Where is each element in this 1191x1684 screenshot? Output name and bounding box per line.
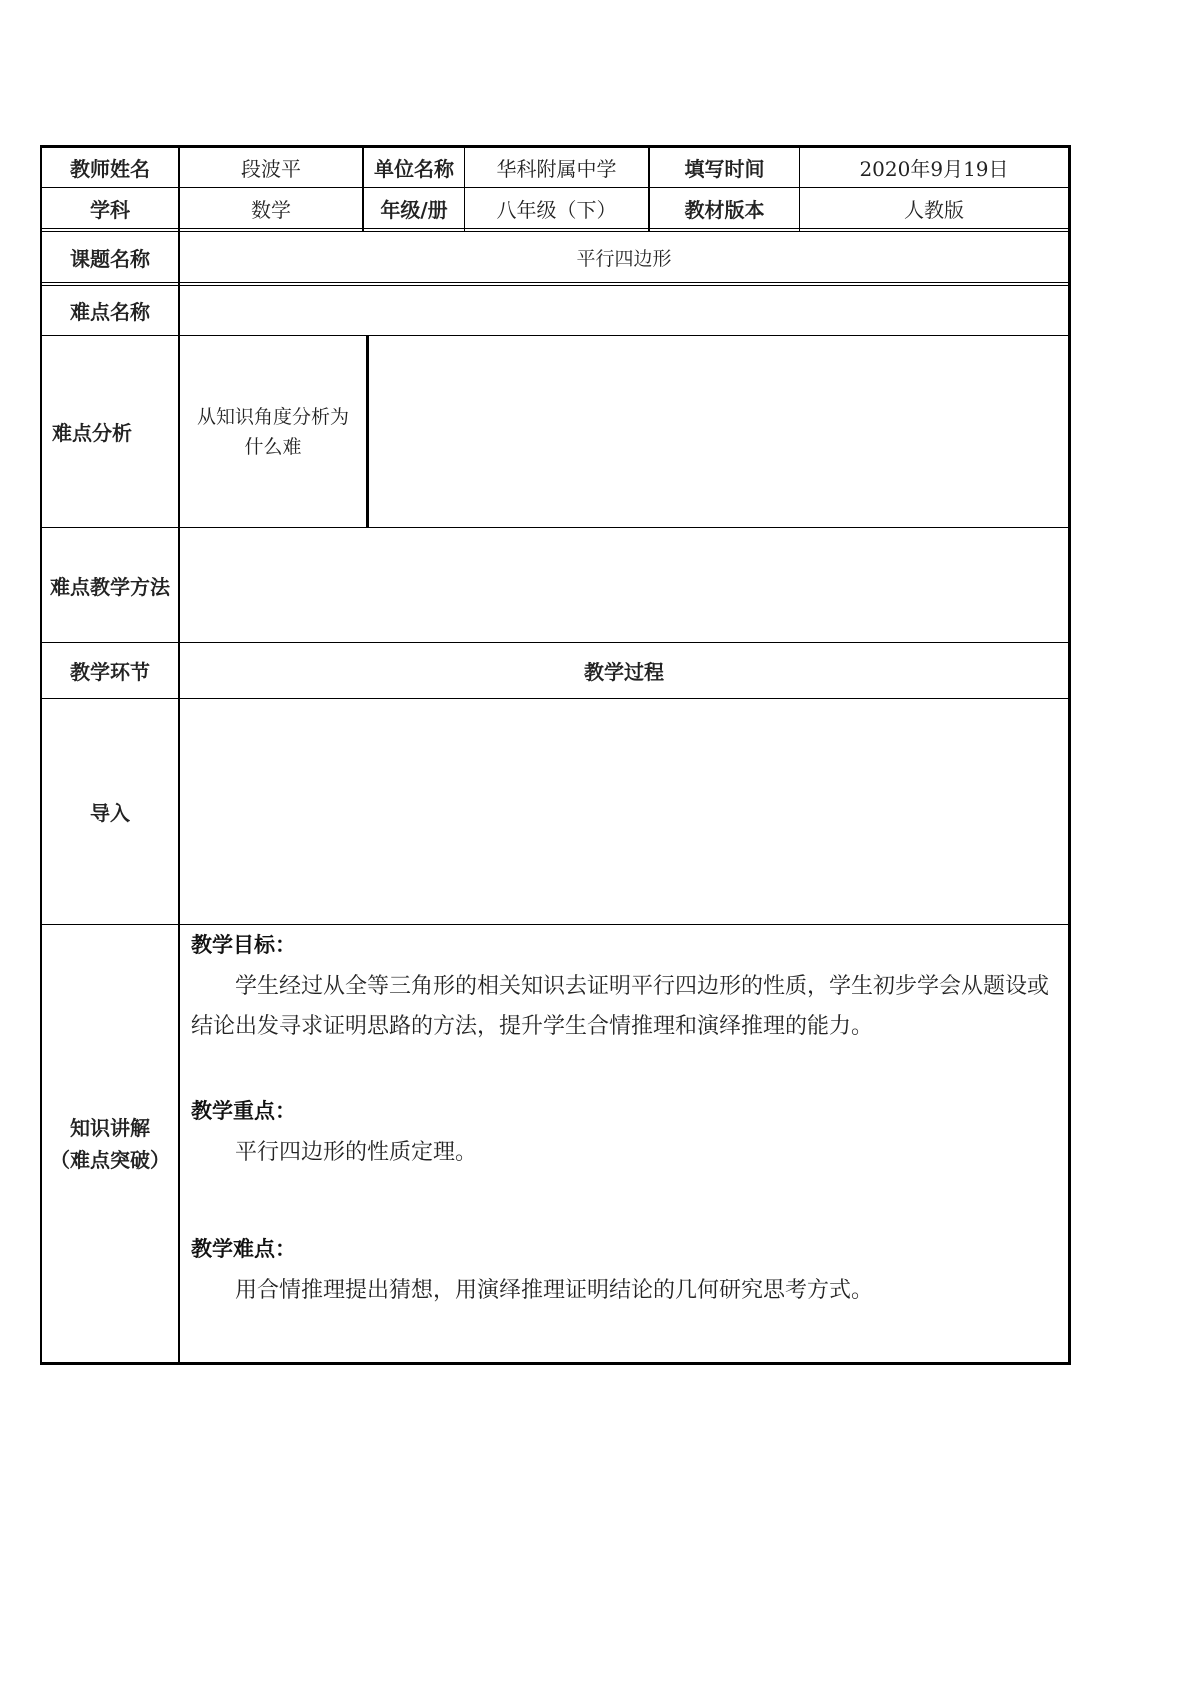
- difficulty-analysis-sublabel: 从知识角度分析为什么难: [196, 405, 349, 458]
- teaching-process-header: 教学过程: [584, 660, 664, 684]
- teacher-name-value: 段波平: [241, 157, 301, 181]
- table-border-right: [1068, 145, 1071, 1365]
- knowledge-label: [42, 925, 178, 1362]
- grade-label: 年级/册: [380, 197, 448, 222]
- difficulty-name-value: [180, 286, 1068, 335]
- difficulty-point-heading: 教学难点：: [191, 1237, 296, 1261]
- difficulty-point-text: 用合情推理提出猜想，用演绎推理证明结论的几何研究思考方式。: [235, 1278, 874, 1303]
- row-divider-2: [40, 228, 1071, 229]
- subject-value: 数学: [251, 197, 291, 222]
- difficulty-analysis-value: [369, 336, 1068, 527]
- teaching-stage-header: 教学环节: [70, 660, 150, 684]
- edition-value: 人教版: [904, 197, 964, 222]
- row-divider-3: [40, 282, 1071, 283]
- table-border-bottom: [40, 1362, 1071, 1365]
- knowledge-label-line2: （难点突破）: [50, 1147, 170, 1172]
- fill-time-label: 填写时间: [684, 157, 765, 181]
- unit-name-value: 华科附属中学: [496, 157, 617, 181]
- intro-content: [180, 699, 1068, 924]
- edition-label: 教材版本: [684, 197, 765, 222]
- intro-label: 导入: [90, 801, 130, 825]
- subject-label: 学科: [90, 197, 130, 222]
- unit-name-label: 单位名称: [374, 157, 454, 181]
- goal-heading: 教学目标：: [191, 933, 296, 957]
- difficulty-name-label: 难点名称: [70, 300, 150, 324]
- topic-value: 平行四边形: [576, 247, 672, 270]
- topic-label: 课题名称: [70, 246, 150, 271]
- teaching-method-label: 难点教学方法: [50, 574, 170, 599]
- grade-value: 八年级（下）: [496, 197, 617, 222]
- knowledge-content: [180, 925, 1068, 1362]
- key-point-text: 平行四边形的性质定理。: [235, 1140, 478, 1165]
- goal-text: 学生经过从全等三角形的相关知识去证明平行四边形的性质，学生初步学会从题设或结论出发寻求证明思路的方法，提升学生合情推理和演绎推理的能力。: [191, 974, 1050, 1039]
- teacher-name-label: 教师姓名: [70, 157, 150, 181]
- fill-time-value: 2020年9月19日: [859, 157, 1009, 181]
- teaching-method-value: [180, 528, 1068, 642]
- knowledge-label-line1: 知识讲解: [70, 1115, 150, 1140]
- difficulty-analysis-label: 难点分析: [52, 421, 132, 445]
- key-point-heading: 教学重点：: [191, 1099, 296, 1123]
